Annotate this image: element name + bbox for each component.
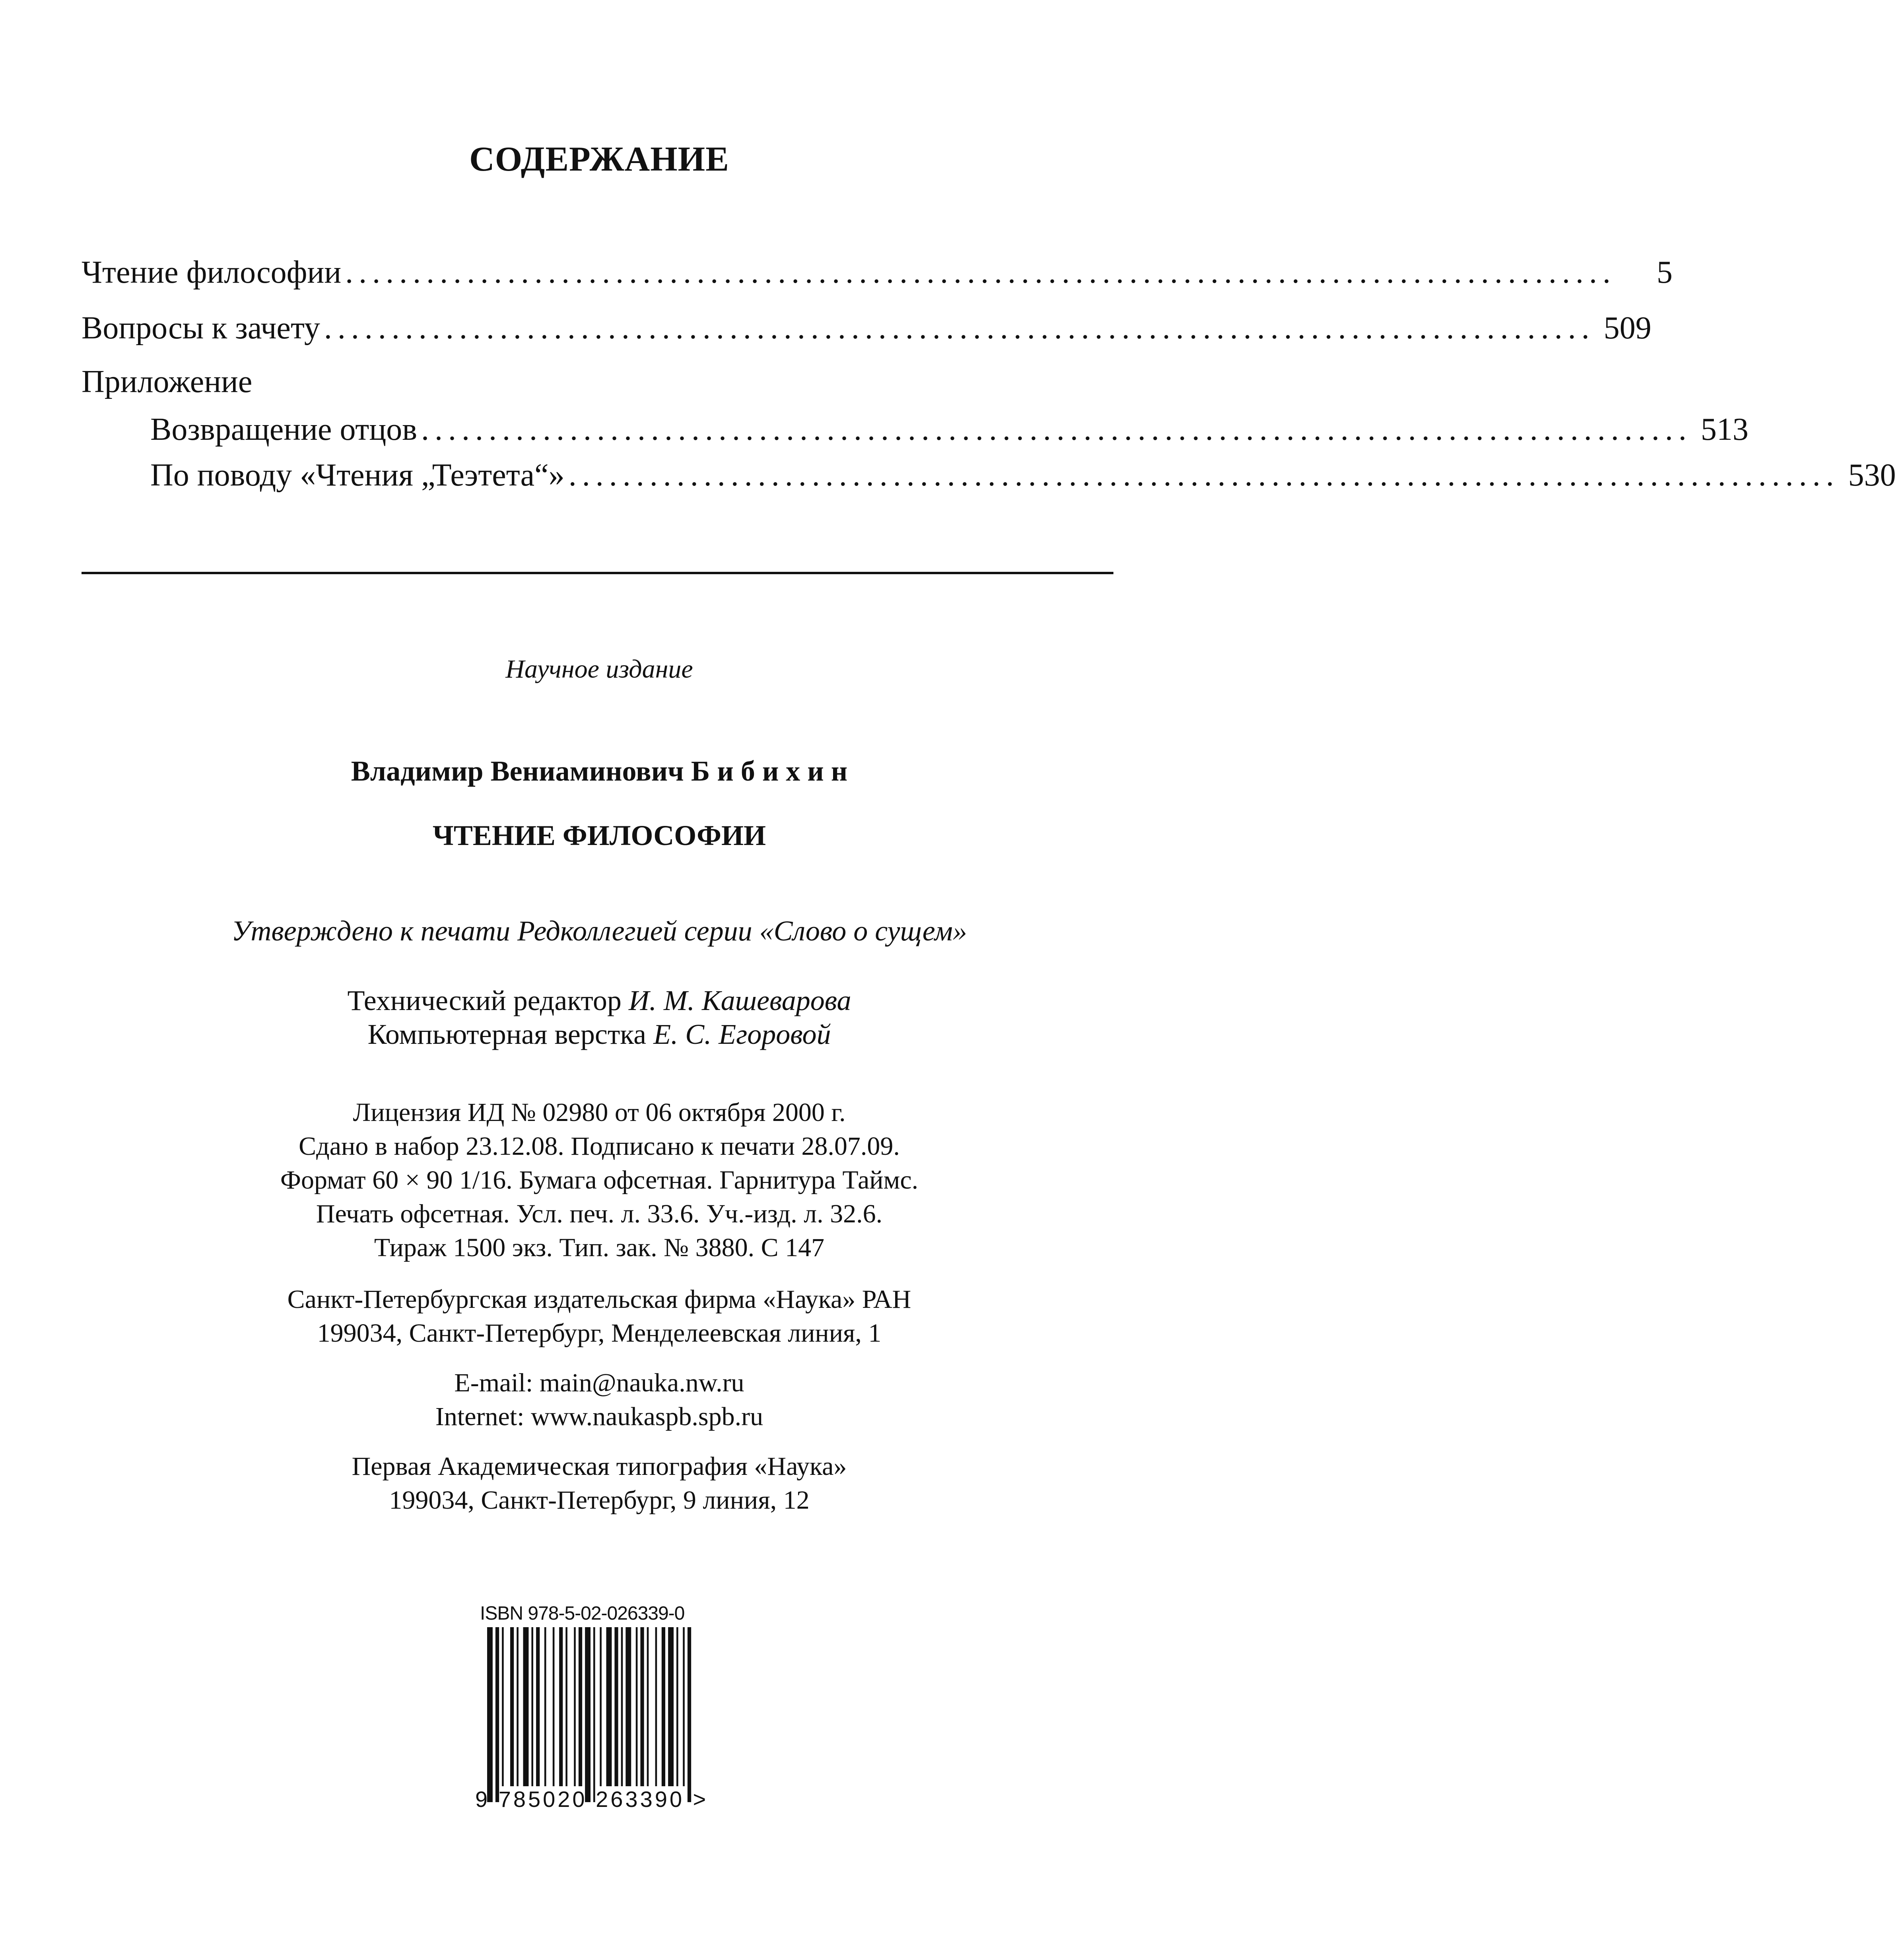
- layout-label: Компьютерная верстка: [367, 1018, 654, 1050]
- toc-entry: [82, 254, 1673, 298]
- publisher-line: 199034, Санкт-Петербург, Менделеевская линия, 1: [317, 1319, 882, 1348]
- printer-line: 199034, Санкт-Петербург, 9 линия, 12: [389, 1486, 810, 1515]
- toc-entry-title: Возвращение отцов: [150, 412, 417, 447]
- leader-dots: ..............................................................................................: [345, 255, 1616, 290]
- layout-name: Е. С. Егоровой: [653, 1018, 831, 1050]
- leader-dots: ..............................................................................................: [324, 311, 1595, 346]
- edition-type: Научное издание: [505, 655, 693, 684]
- toc-entry-title: По поводу «Чтения „Теэтета“»: [150, 458, 565, 493]
- toc-appendix-label: Приложение: [82, 364, 253, 399]
- printer-line: Первая Академическая типография «Наука»: [352, 1452, 847, 1481]
- toc-entry: [150, 457, 1896, 501]
- divider-rule: [82, 572, 1113, 574]
- isbn-barcode: [475, 1603, 730, 1817]
- toc-entry-title: Вопросы к зачету: [82, 311, 320, 346]
- author-name: Владимир Вениаминович Б и б и х и н: [351, 755, 848, 787]
- barcode-digits: 9 785020 263390 >: [475, 1787, 709, 1812]
- toc-entry-page: 509: [1603, 311, 1651, 346]
- toc-entry-page: 530: [1848, 458, 1896, 493]
- book-title: ЧТЕНИЕ ФИЛОСОФИИ: [432, 820, 766, 851]
- barcode-bars-icon: [475, 1627, 718, 1802]
- contact-line: E-mail: main@nauka.nw.ru: [454, 1368, 744, 1397]
- publication-detail-line: Лицензия ИД № 02980 от 06 октября 2000 г.: [353, 1098, 846, 1127]
- leader-dots: ..............................................................................................: [568, 458, 1840, 493]
- publication-detail-line: Тираж 1500 экз. Тип. зак. № 3880. С 147: [374, 1233, 825, 1262]
- isbn-label: ISBN 978-5-02-026339-0: [480, 1603, 685, 1624]
- publication-detail-line: Сдано в набор 23.12.08. Подписано к печати 28.07.09.: [299, 1132, 900, 1161]
- toc-entry-page: 5: [1657, 255, 1673, 290]
- publication-detail-line: Формат 60 × 90 1/16. Бумага офсетная. Гарнитура Таймс.: [280, 1166, 919, 1195]
- contact-line: Internet: www.naukaspb.spb.ru: [435, 1402, 763, 1431]
- tech-editor-name: И. М. Кашеварова: [628, 985, 851, 1016]
- leader-dots: ..............................................................................................: [421, 412, 1692, 447]
- approval-note: Утверждено к печати Редколлегией серии «Слово о сущем»: [231, 915, 967, 947]
- toc-title: СОДЕРЖАНИЕ: [469, 140, 729, 179]
- toc-entry: [150, 412, 1748, 455]
- publication-detail-line: Печать офсетная. Усл. печ. л. 33.6. Уч.-изд. л. 32.6.: [316, 1199, 883, 1228]
- toc-entry-title: Чтение философии: [82, 255, 342, 290]
- layout-line: [0, 1018, 1199, 1051]
- tech-editor-line: [0, 984, 1199, 1017]
- publisher-line: Санкт-Петербургская издательская фирма «Наука» РАН: [287, 1285, 911, 1314]
- tech-editor-label: Технический редактор: [347, 985, 629, 1016]
- toc-entry: [82, 310, 1651, 354]
- toc-entry-page: 513: [1700, 412, 1748, 447]
